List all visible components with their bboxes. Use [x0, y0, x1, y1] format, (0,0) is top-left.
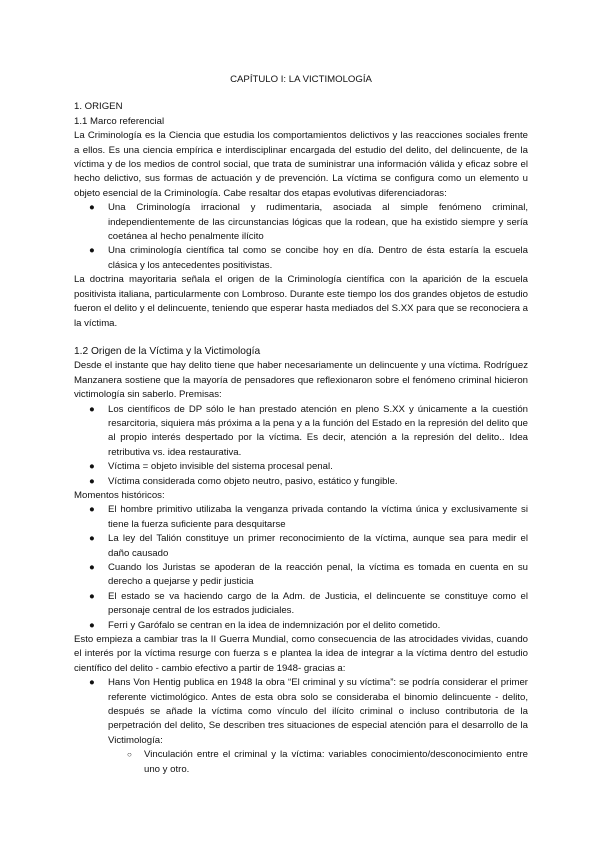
subsection-heading-marco: 1.1 Marco referencial — [74, 115, 165, 127]
subsection-heading-origen-victima: 1.2 Origen de la Víctima y la Victimología — [74, 345, 261, 357]
list-item — [74, 503, 528, 532]
list-item — [74, 460, 528, 474]
moments-list — [74, 503, 528, 633]
premises-list — [74, 403, 528, 489]
list-item — [74, 532, 528, 561]
list-item — [74, 244, 528, 273]
list-item — [74, 590, 528, 619]
bullet-icon: ● — [89, 619, 95, 631]
circle-bullet-icon: ○ — [127, 750, 132, 760]
list-item-text: Hans Von Hentig publica en 1948 la obra “El criminal y su víctima”: se podría considerar el primer referente victimológico. Antes de esta obra solo se consideraba el binomio delincuente - delito, después se añade la víctima como vínculo del ilícito criminal o incluso contributoria de la perpetración del delito, Se describen tres situaciones de especial atención para el desarrollo de la Victimología: — [108, 677, 528, 746]
bullet-icon: ● — [89, 403, 95, 415]
list-item-text: El estado se va haciendo cargo de la Adm. de Justicia, el delincuente se constituye como el personaje central de los estrados judiciales. — [108, 590, 528, 617]
section-heading-origen: 1. ORIGEN — [74, 101, 123, 113]
paragraph: La Criminología es la Ciencia que estudia los comportamientos delictivos y las reacciones sociales frente a ellos. Es una ciencia empírica e interdisciplinar encargada del estudio del delito, del delincuente, de la víctima y de los medios de control social, que trata de suministrar una información válida y eficaz sobre el hecho delictivo, sus formas de actuación y de prevención. La víctima se configura como un elemento u objeto esencial de la Criminología. Cabe resaltar dos etapas evolutivas diferenciadoras: — [74, 130, 528, 199]
bullet-icon: ● — [89, 461, 95, 473]
list-item — [74, 561, 528, 590]
bullet-icon: ● — [89, 677, 95, 689]
nested-list — [108, 748, 528, 777]
paragraph: La doctrina mayoritaria señala el origen de la Criminología científica con la aparición de la escuela positivista italiana, particularmente con Lombroso. Durante este tiempo los dos grandes objetos de estudio fueron el delito y el delincuente, teniendo que esperar hasta mediados del S.XX para que se reconociera a la víctima. — [74, 274, 528, 329]
bullet-icon: ● — [89, 504, 95, 516]
list-item — [74, 676, 528, 777]
paragraph: Desde el instante que hay delito tiene que haber necesariamente un delincuente y una víctima. Rodríguez Manzanera sostiene que la mayoría de pensadores que reflexionaron sobre el fenómeno criminal hicieron victimología sin saberlo. Premisas: — [74, 360, 528, 401]
list-item-text: Los científicos de DP sólo le han prestado atención en pleno S.XX y únicamente a la cuestión resarcitoria, siquiera más próxima a la pena y a la función del Estado en la represión del delito que al propio interés despertado por la víctima. Es decir, atención a la represión del delito.. Idea retributiva vs. idea restaurativa. — [108, 403, 528, 458]
authors-list — [74, 676, 528, 777]
list-item-text: Ferri y Garófalo se centran en la idea de indemnización por el delito cometido. — [108, 619, 441, 631]
bullet-icon: ● — [89, 590, 95, 602]
list-item-text: La ley del Talión constituye un primer reconocimiento de la víctima, aunque sea para medir el daño causado — [108, 533, 528, 559]
list-item-text: Una Criminología irracional y rudimentaria, asociada al simple fenómeno criminal, independientemente de las circunstancias lógicas que la rodean, que ha existido siempre y sería coetánea al hecho penalmente ilícito — [108, 202, 528, 243]
list-item-text: Víctima considerada como objeto neutro, pasivo, estático y fungible. — [108, 475, 398, 487]
bullet-icon: ● — [89, 245, 95, 257]
list-item-text: Víctima = objeto invisible del sistema procesal penal. — [108, 461, 333, 473]
bullet-icon: ● — [89, 562, 95, 573]
list-item — [74, 475, 528, 489]
chapter-title: CAPÍTULO I: LA VICTIMOLOGÍA — [230, 74, 372, 85]
list-item — [74, 619, 528, 633]
list-item-text: Cuando los Juristas se apoderan de la reacción penal, la víctima es tomada en cuenta en su derecho a quejarse y pedir justicia — [108, 562, 528, 588]
bullet-icon: ● — [89, 475, 95, 487]
list-item-text: Vinculación entre el criminal y la víctima: variables conocimiento/desconocimiento entre uno y otro. — [144, 749, 528, 775]
bullet-icon: ● — [89, 533, 95, 545]
list-item-text: Una criminología científica tal como se concibe hoy en día. Dentro de ésta estaría la escuela clásica y los antecedentes positivistas. — [108, 245, 528, 271]
paragraph: Esto empieza a cambiar tras la II Guerra Mundial, como consecuencia de las atrocidades vividas, cuando el interés por la víctima resurge con fuerza s e plantea la idea de integrar a la víctima dentro del estudio científico del delito - cambio efectivo a partir de 1948- gracias a: — [74, 634, 528, 674]
stages-list — [74, 201, 528, 273]
list-item — [74, 201, 528, 244]
list-item-text: El hombre primitivo utilizaba la venganza privada contando la víctima única y exclusivamente si tiene la fuerza suficiente para desquitarse — [108, 504, 528, 530]
moments-label: Momentos históricos: — [74, 489, 165, 501]
list-item — [74, 403, 528, 461]
bullet-icon: ● — [89, 202, 95, 214]
nested-list-item — [74, 748, 528, 777]
